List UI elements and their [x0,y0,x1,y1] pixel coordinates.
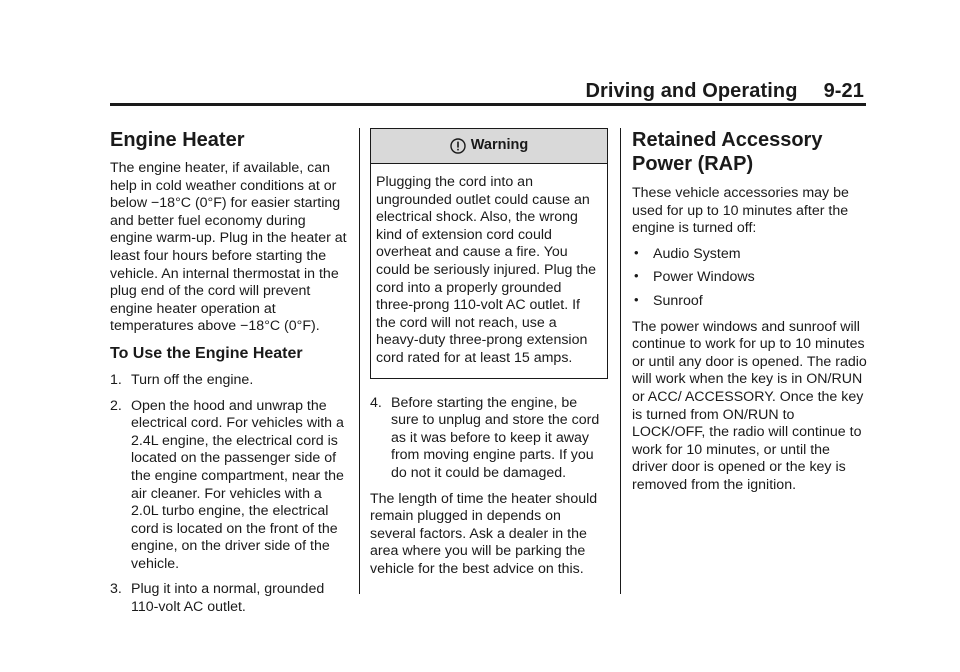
step-text: Plug it into a normal, grounded 110-volt AC outlet. [131,581,325,616]
step-item [110,581,348,616]
warning-triangle-icon [450,138,466,154]
rap-intro: These vehicle accessories may be used for up to 10 minutes after the engine is turned off: [632,185,849,237]
running-header [585,80,864,103]
column-warning [370,128,608,586]
column-engine-heater [110,128,348,625]
column-rap [632,128,868,503]
list-item: • Power Windows [632,269,868,287]
engine-heater-steps-continued [370,395,608,483]
step-text: Turn off the engine. [131,371,254,388]
step-number: 4. [370,394,382,411]
heater-duration-paragraph: The length of time the heater should remain plugged in depends on several factors. Ask a dealer in the area where you will be parking the vehicle for the best advice on this. [370,490,598,577]
engine-heater-heading: Engine Heater [110,129,245,151]
warning-text: Plugging the cord into an ungrounded outlet could cause an electrical shock. Also, the wrong kind of extension cord could overheat and cause a fire. You could be seriously injured. Plug the cord into a properly grounded three-prong 110-volt AC outlet. If the cord will not reach, use a heavy-duty three-prong extension cord rated for at least 15 amps. [376,174,597,366]
rap-body: The power windows and sunroof will continue to work for up to 10 minutes or until any door is opened. The radio will work when the key is in ON/RUN or ACC/ ACCESSORY. Once the key is turned from ON/RUN to LOCK/OFF, the radio will continue to work for 10 minutes, or until the driver door is opened or the key is removed from the ignition. [632,318,867,493]
step-item [370,395,608,483]
list-item: • Sunroof [632,293,868,311]
step-number: 1. [110,371,122,388]
section-title: Driving and Operating [585,80,798,102]
warning-title: Warning [470,137,529,154]
use-engine-heater-heading: To Use the Engine Heater [110,344,303,362]
page-number: 9-21 [823,80,864,102]
engine-heater-intro: The engine heater, if available, can help in cold weather conditions at or below −18°C (0°F) for easier starting and better fuel economy during engine warm-up. Plug in the heater at least four hours before starting the vehicle. An internal thermostat in the plug end of the cord will prevent engine heater operation at temperatures above −18°C (0°F). [110,160,347,335]
rap-heading: Retained Accessory Power (RAP) [632,129,823,175]
step-text: Open the hood and unwrap the electrical cord. For vehicles with a 2.4L engine, the electrical cord is located on the passenger side of the engine compartment, near the air cleaner. For vehicles with a 2.0L turbo engine, the electrical cord is located on the front of the engine, on the driver side of the vehicle. [131,397,344,572]
header-rule [110,103,866,106]
step-number: 3. [110,581,122,598]
engine-heater-steps [110,372,348,617]
rap-accessory-list [632,246,868,311]
step-item [110,372,348,390]
step-text: Before starting the engine, be sure to unplug and store the cord as it was before to keep it away from moving engine parts. If you do not it could be damaged. [391,394,600,481]
warning-header [371,129,607,164]
column-divider [620,128,621,594]
step-number: 2. [110,397,122,414]
list-item: • Audio System [632,246,868,264]
step-item [110,398,348,574]
column-divider [359,128,360,594]
warning-box [370,128,608,379]
